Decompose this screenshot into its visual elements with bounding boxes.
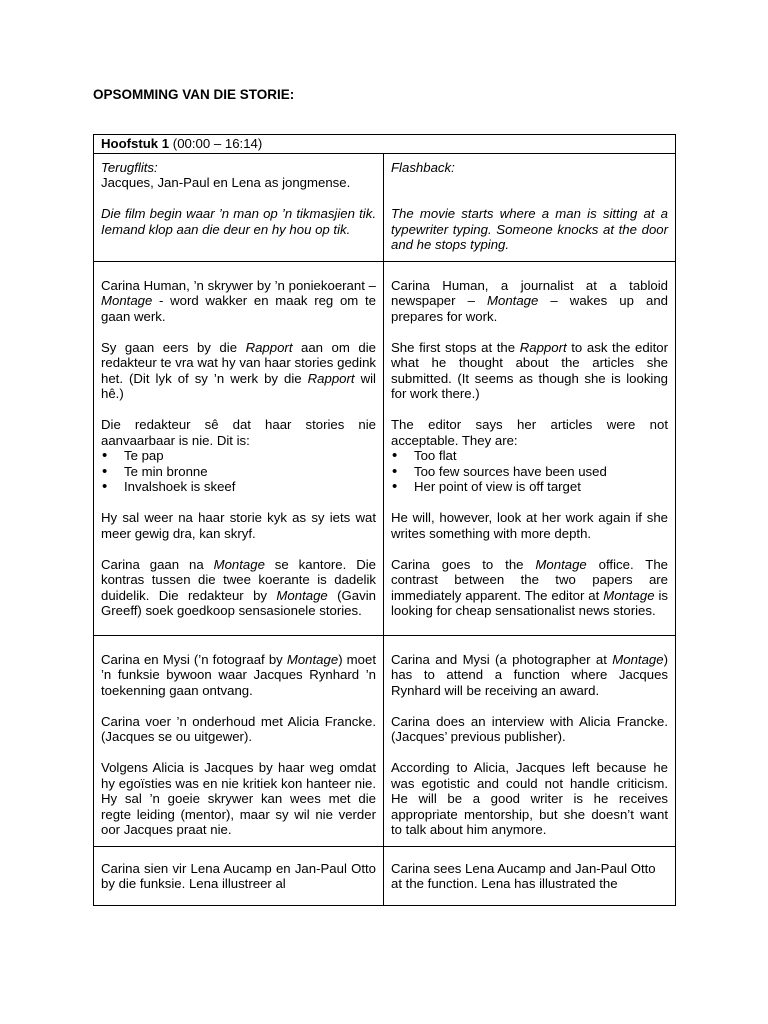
italic-text: Montage bbox=[286, 651, 339, 667]
text: Carina sees Lena Aucamp and Jan-Paul Otto at the function. Lena has illustrated the bbox=[391, 860, 656, 891]
paragraph bbox=[391, 160, 668, 191]
list-item: • Te pap bbox=[101, 448, 376, 464]
text: The movie starts where a man is sitting at a typewriter typing. Someone knocks at the door and he stops typing. bbox=[391, 206, 669, 252]
italic-text: Montage bbox=[213, 556, 265, 572]
table-row bbox=[94, 846, 676, 905]
italic-text: Rapport bbox=[245, 339, 293, 355]
italic-text: Rapport bbox=[307, 370, 355, 386]
text: Jacques, Jan-Paul en Lena as jongmense. bbox=[101, 175, 351, 190]
paragraph bbox=[101, 510, 376, 541]
text: is looking for cheap sensationalist news stories. bbox=[391, 587, 669, 618]
english-cell bbox=[384, 635, 676, 846]
text: Carina voer ’n onderhoud met Alicia Francke. (Jacques se ou uitgewer). bbox=[101, 713, 376, 744]
afrikaans-cell bbox=[94, 635, 384, 846]
table-row bbox=[94, 153, 676, 261]
page-title: OPSOMMING VAN DIE STORIE: bbox=[93, 87, 295, 102]
text: He will, however, look at her work again if she writes something with more depth. bbox=[391, 510, 669, 541]
text: According to Alicia, Jacques left because he was egotistic and could not handle criticism. He will be a good writer is he receives appropriate mentorship, but she doesn’t want to talk about him anymore. bbox=[391, 760, 669, 837]
italic-text: Montage bbox=[535, 556, 587, 572]
chapter-time: (00:00 – 16:14) bbox=[169, 136, 263, 151]
paragraph bbox=[101, 557, 376, 619]
paragraph bbox=[391, 557, 668, 619]
afrikaans-cell bbox=[94, 153, 384, 261]
summary-table bbox=[93, 134, 676, 906]
bullet-list bbox=[391, 448, 668, 495]
italic-text: Montage bbox=[276, 587, 328, 603]
chapter-label: Hoofstuk 1 bbox=[101, 136, 170, 151]
italic-text: Rapport bbox=[519, 339, 567, 355]
text: to ask the editor what he thought about the articles she submitted. (It seems as though she is looking for work there.) bbox=[391, 339, 669, 401]
list-item: • Too few sources have been used bbox=[391, 464, 668, 480]
paragraph bbox=[391, 714, 668, 745]
chapter-header-row bbox=[94, 135, 676, 154]
italic-text: Montage bbox=[603, 587, 655, 603]
flashback-label: Terugflits: bbox=[101, 159, 158, 175]
table-row bbox=[94, 635, 676, 846]
text: Die redakteur sê dat haar stories nie aanvaarbaar is nie. Dit is: bbox=[101, 417, 376, 448]
english-cell bbox=[384, 846, 676, 905]
text: She first stops at the bbox=[391, 339, 520, 355]
text: (Gavin Greeff) soek goedkoop sensasionele stories. bbox=[101, 587, 376, 618]
text: se kantore. Die kontras tussen die twee koerante is dadelik duidelik. Die redakteur by bbox=[101, 556, 376, 603]
paragraph bbox=[101, 340, 376, 402]
paragraph bbox=[101, 861, 376, 897]
english-cell bbox=[384, 153, 676, 261]
paragraph bbox=[101, 278, 376, 325]
chapter-header bbox=[94, 135, 676, 154]
text: Sy gaan eers by die bbox=[101, 339, 246, 355]
text: Hy sal weer na haar storie kyk as sy iets wat meer gewig dra, kan skryf. bbox=[101, 510, 376, 541]
text: Carina gaan na bbox=[101, 556, 214, 572]
paragraph bbox=[391, 206, 668, 253]
text: Carina and Mysi (a photographer at bbox=[391, 651, 613, 667]
paragraph bbox=[391, 278, 668, 325]
paragraph bbox=[391, 417, 668, 448]
italic-text: Montage bbox=[101, 293, 153, 308]
italic-text: Montage bbox=[612, 651, 664, 667]
text: – wakes up and prepares for work. bbox=[391, 293, 669, 324]
text: Carina Human, ’n skrywer by ’n poniekoerant – bbox=[101, 277, 376, 293]
paragraph bbox=[391, 652, 668, 699]
english-cell bbox=[384, 261, 676, 635]
text: Carina sien vir Lena Aucamp en Jan-Paul Otto by die funksie. Lena illustreer al bbox=[101, 860, 376, 891]
text: ) has to attend a function where Jacques Rynhard will be receiving an award. bbox=[391, 651, 669, 698]
paragraph bbox=[391, 340, 668, 402]
bullet-list bbox=[101, 448, 376, 495]
table-row bbox=[94, 261, 676, 635]
text: Carina en Mysi (’n fotograaf by bbox=[101, 651, 287, 667]
text: Die film begin waar ’n man op ’n tikmasjien tik. Iemand klop aan die deur en hy hou op tik. bbox=[101, 206, 376, 237]
text: The editor says her articles were not acceptable. They are: bbox=[391, 417, 669, 448]
text: Carina goes to the bbox=[391, 556, 536, 572]
paragraph bbox=[101, 652, 376, 699]
text: Carina Human, a journalist at a tabloid newspaper – bbox=[391, 277, 669, 308]
paragraph bbox=[101, 760, 376, 838]
text: - word wakker en maak reg om te gaan werk. bbox=[101, 293, 376, 324]
list-item: • Too flat bbox=[391, 448, 668, 464]
paragraph bbox=[391, 760, 668, 838]
afrikaans-cell bbox=[94, 846, 384, 905]
paragraph bbox=[391, 510, 668, 541]
paragraph bbox=[101, 160, 376, 191]
list-item: • Te min bronne bbox=[101, 464, 376, 480]
text: office. The contrast between the two papers are immediately apparent. The editor at bbox=[391, 556, 669, 603]
text: Carina does an interview with Alicia Francke. (Jacques’ previous publisher). bbox=[391, 713, 669, 744]
italic-text: Montage bbox=[487, 293, 539, 308]
paragraph bbox=[101, 714, 376, 745]
text: aan om die redakteur te vra wat hy van haar stories gedink het. (Dit lyk of sy ’n werk by die bbox=[101, 339, 376, 386]
paragraph bbox=[391, 861, 668, 897]
paragraph bbox=[101, 417, 376, 448]
text: ) moet ’n funksie bywoon waar Jacques Rynhard ’n toekenning gaan ontvang. bbox=[101, 651, 376, 698]
list-item: • Her point of view is off target bbox=[391, 479, 668, 495]
text: Volgens Alicia is Jacques by haar weg omdat hy egoïsties was en nie kritiek kon hanteer nie. Hy sal ’n goeie skrywer kan wees met die regte leiding (mentor), maar sy wil nie verder oor Jacques praat nie. bbox=[101, 760, 376, 837]
flashback-label: Flashback: bbox=[391, 159, 455, 175]
list-item: • Invalshoek is skeef bbox=[101, 479, 376, 495]
text: wil hê.) bbox=[101, 370, 376, 401]
afrikaans-cell bbox=[94, 261, 384, 635]
paragraph bbox=[101, 206, 376, 237]
